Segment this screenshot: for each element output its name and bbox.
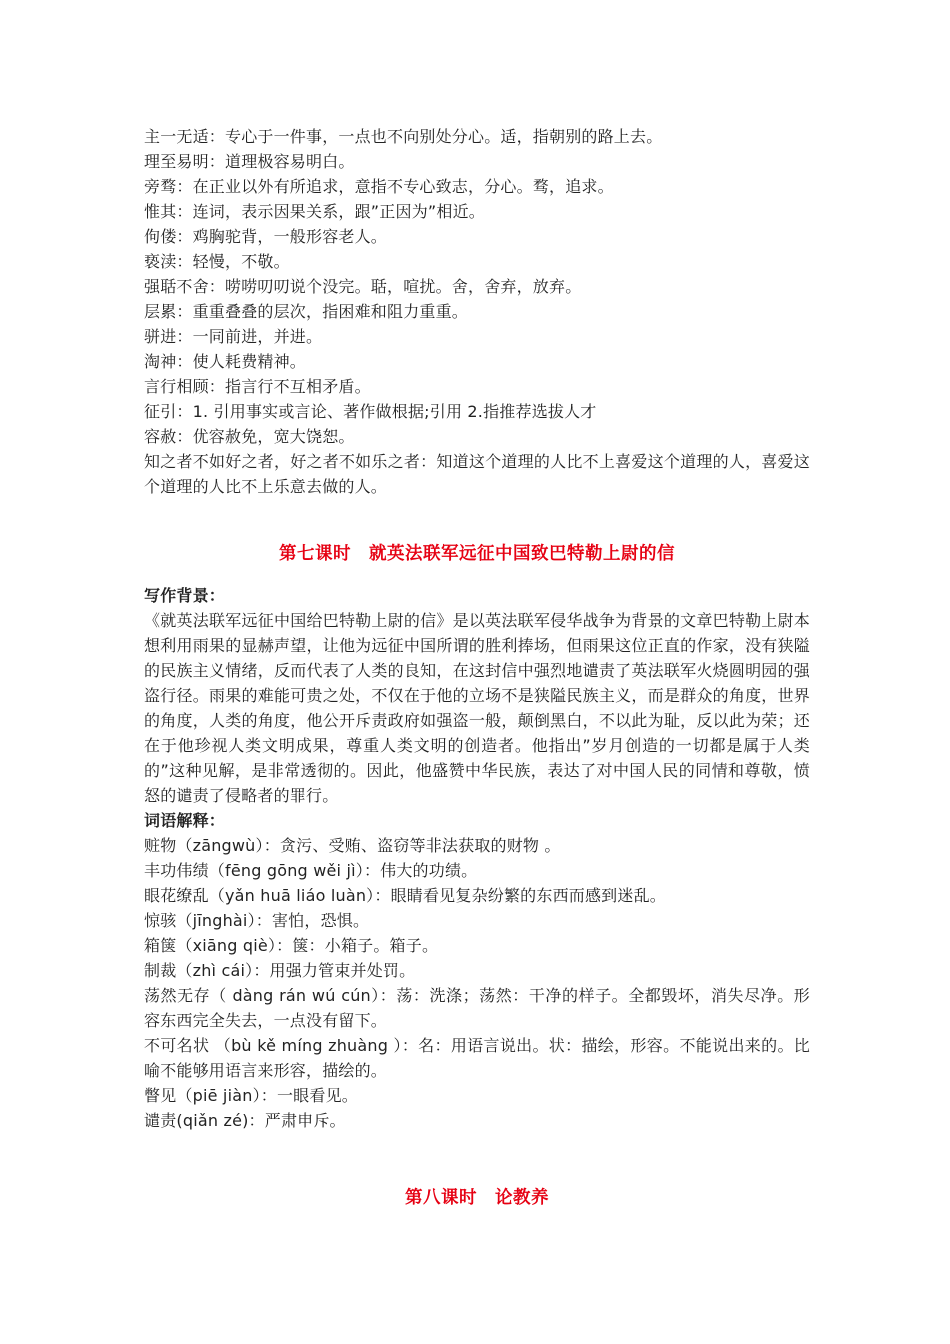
vocab-label: 词语解释： — [144, 811, 226, 830]
vocab-entry: 丰功伟绩（fēng gōng wěi jì）：伟大的功绩。 — [144, 861, 478, 880]
document-page — [144, 124, 810, 1213]
vocab-entry: 荡然无存（ dàng rán wú cún）：荡：洗涤；荡然：干净的样子。全都毁坏，消失尽净。形容东西完全失去，一点没有留下。 — [144, 986, 810, 1030]
vocab-entry: 眼花缭乱（yǎn huā liáo luàn）：眼睛看见复杂纷繁的东西而感到迷乱。 — [144, 886, 666, 905]
vocab-entry: 强聒不舍：唠唠叨叨说个没完。聒，喧扰。舍，舍弃，放弃。 — [144, 277, 582, 296]
vocab-entry: 惟其：连词，表示因果关系，跟”正因为”相近。 — [144, 202, 485, 221]
background-paragraph: 《就英法联军远征中国给巴特勒上尉的信》是以英法联军侵华战争为背景的文章巴特勒上尉本想利用雨果的显赫声望，让他为远征中国所谓的胜利捧场，但雨果这位正直的作家，没有狭隘的民族主义情绪，反而代表了人类的良知，在这封信中强烈地谴责了英法联军火烧圆明园的强盗行径。雨果的难能可贵之处，不仅在于他的立场不是狭隘民族主义，而是群众的角度，世界的角度，人类的角度，他公开斥责政府如强盗一般，颠倒黑白，不以此为耻，反以此为荣；还在于他珍视人类文明成果，尊重人类文明的创造者。他指出”岁月创造的一切都是属于人类的”这种见解，是非常透彻的。因此，他盛赞中华民族，表达了对中国人民的同情和尊敬，愤怒的谴责了侵略者的罪行。 — [144, 611, 810, 805]
vocab-list-lesson7 — [144, 833, 810, 1133]
vocab-entry: 容赦：优容赦免，宽大饶恕。 — [144, 427, 355, 446]
vocab-entry: 瞥见（piē jiàn）：一眼看见。 — [144, 1086, 358, 1105]
vocab-entry: 亵渎：轻慢，不敬。 — [144, 252, 290, 271]
vocab-entry: 旁骛：在正业以外有所追求，意指不专心致志，分心。骛，追求。 — [144, 177, 614, 196]
vocab-entry: 淘神：使人耗费精神。 — [144, 352, 307, 371]
background-label: 写作背景： — [144, 586, 226, 605]
vocab-entry: 知之者不如好之者，好之者不如乐之者：知道这个道理的人比不上喜爱这个道理的人，喜爱这个道理的人比不上乐意去做的人。 — [144, 452, 810, 496]
vocab-entry: 佝偻：鸡胸驼背，一般形容老人。 — [144, 227, 388, 246]
vocab-list-intro — [144, 124, 810, 499]
lesson7-title: 第七课时 就英法联军远征中国致巴特勒上尉的信 — [279, 544, 675, 564]
vocab-entry: 言行相顾：指言行不互相矛盾。 — [144, 377, 371, 396]
vocab-entry: 不可名状 （bù kě míng zhuàng ）：名：用语言说出。状：描绘，形容。不能说出来的。比喻不能够用语言来形容，描绘的。 — [144, 1036, 810, 1080]
vocab-entry: 制裁（zhì cái）：用强力管束并处罚。 — [144, 961, 416, 980]
vocab-entry: 赃物（zāngwù）：贪污、受贿、盗窃等非法获取的财物 。 — [144, 836, 561, 855]
vocab-entry: 惊骇（jīnghài）：害怕，恐惧。 — [144, 911, 370, 930]
vocab-entry: 征引：1. 引用事实或言论、著作做根据;引用 2.指推荐选拔人才 — [144, 402, 597, 421]
vocab-entry: 箱箧（xiāng qiè）：箧：小箱子。箱子。 — [144, 936, 439, 955]
vocab-entry: 理至易明：道理极容易明白。 — [144, 152, 355, 171]
vocab-entry: 主一无适：专心于一件事，一点也不向别处分心。适，指朝别的路上去。 — [144, 127, 663, 146]
vocab-entry: 谴责(qiǎn zé)：严肃申斥。 — [144, 1111, 346, 1130]
vocab-entry: 层累：重重叠叠的层次，指困难和阻力重重。 — [144, 302, 469, 321]
vocab-entry: 骈进：一同前进，并进。 — [144, 327, 323, 346]
lesson8-title: 第八课时 论教养 — [405, 1188, 549, 1208]
